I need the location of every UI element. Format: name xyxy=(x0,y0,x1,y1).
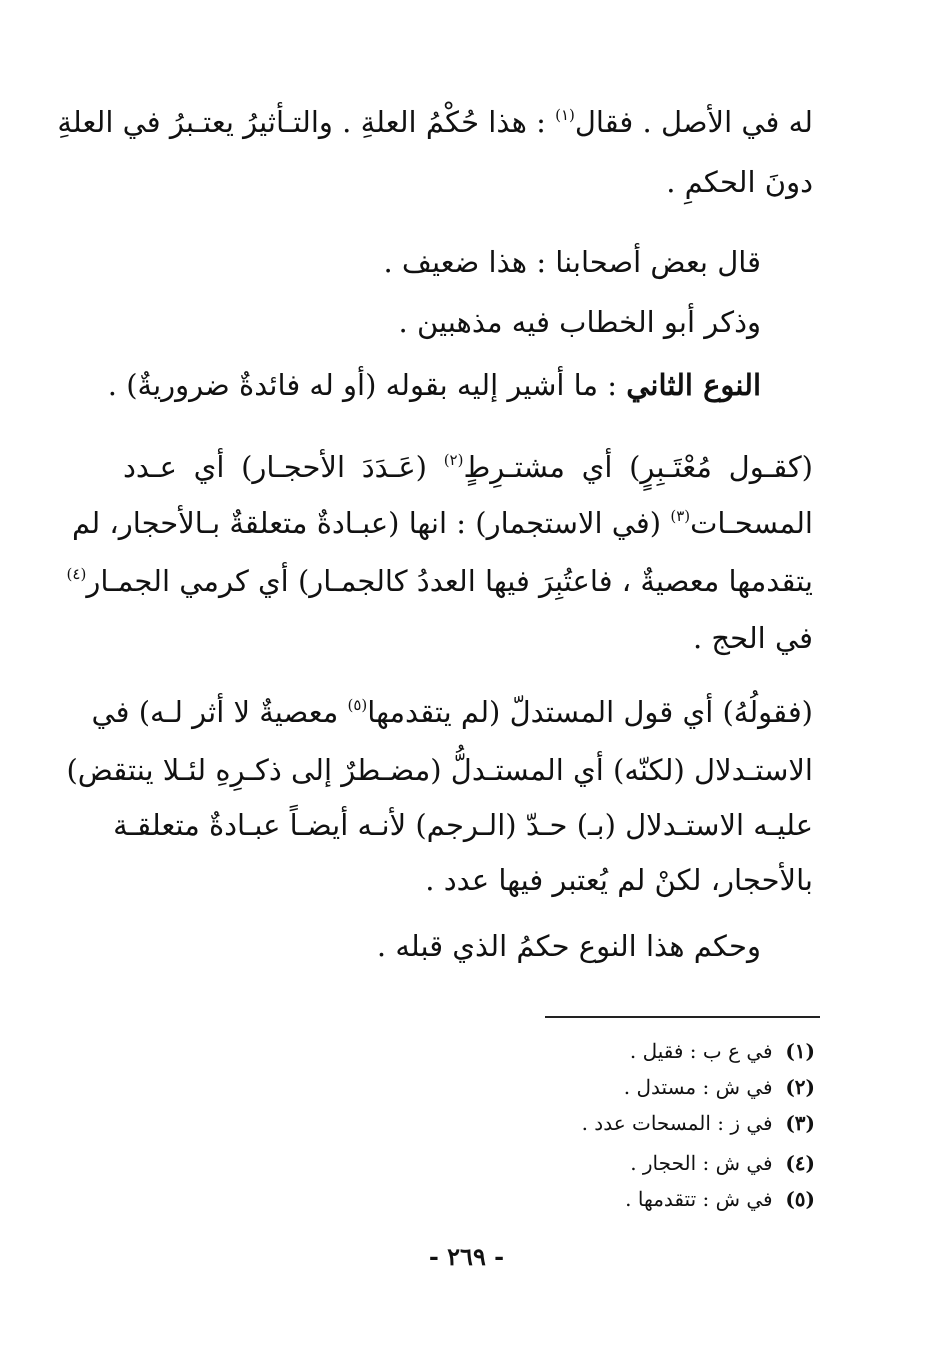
page-number: - ٢٦٩ - xyxy=(428,1242,505,1271)
footnote-ref: (٤) xyxy=(66,565,87,583)
body-line: المسحـات$^{(٣)}$ (في الاستجمار) : انها (عبـادةٌ متعلقةٌ بـالأحجار، لم xyxy=(72,506,813,540)
footnote-divider xyxy=(545,1016,820,1018)
footnote: (٣) في ز : المسحات عدد . xyxy=(581,1111,815,1135)
footnote-ref: (٢) xyxy=(443,451,464,469)
body-line: وذكر أبو الخطاب فيه مذهبين . xyxy=(398,305,761,339)
body-line: النوع الثاني : ما أشير إليه بقوله (أو له فائدةٌ ضروريةٌ) . xyxy=(107,368,761,402)
footnote: (١) في ع ب : فقيل . xyxy=(629,1039,815,1063)
body-line: في الحج . xyxy=(692,621,813,655)
footnote-ref: (١) xyxy=(555,106,575,124)
body-line: (فقولُهُ) أي قول المستدلّ (لم يتقدمها$^{(٥)}$ معصيةٌ لا أثر لـه) في xyxy=(91,695,813,729)
body-line: دونَ الحكمِ . xyxy=(666,165,813,199)
body-line: وحكم هذا النوع حكمُ الذي قبله . xyxy=(376,929,761,963)
body-line: (كقـول مُعْتَـبِرٍ) أي مشتـرِطٍ$^{(٢)}$ (عَـدَدَ الأحجـار) أي عـدد xyxy=(123,450,813,484)
body-line: له في الأصل . فقال$^{(١)}$ : هذا حُكْمُ العلةِ . والتـأثيرُ يعتـبرُ في العلةِ xyxy=(57,105,813,139)
body-line: عليـه الاستـدلال (بـ) حـدّ (الـرجم) لأنـه أيضـاً عبـادةٌ متعلقـة xyxy=(113,808,813,842)
footnote-ref: (٣) xyxy=(670,507,691,525)
footnote-ref: (٥) xyxy=(347,696,368,714)
body-line: الاستـدلال (لكنّه) أي المستـدلُّ (مضـطرٌ إلى ذكـرِهِ لئـلا ينتقض) xyxy=(66,753,813,787)
body-line: قال بعض أصحابنا : هذا ضعيف . xyxy=(383,245,761,279)
footnote: (٥) في ش : تتقدمها . xyxy=(625,1187,815,1211)
footnote: (٤) في ش : الحجار . xyxy=(630,1151,815,1175)
body-line: يتقدمها معصيةٌ ، فاعتُبِرَ فيها العددُ كالجمـار) أي كرمي الجمـار$^{(٤)}$ xyxy=(66,564,813,598)
body-line: بالأحجار، لكنْ لم يُعتبر فيها عدد . xyxy=(425,863,813,897)
section-heading: النوع الثاني xyxy=(626,368,761,402)
footnote: (٢) في ش : مستدل . xyxy=(623,1075,815,1099)
